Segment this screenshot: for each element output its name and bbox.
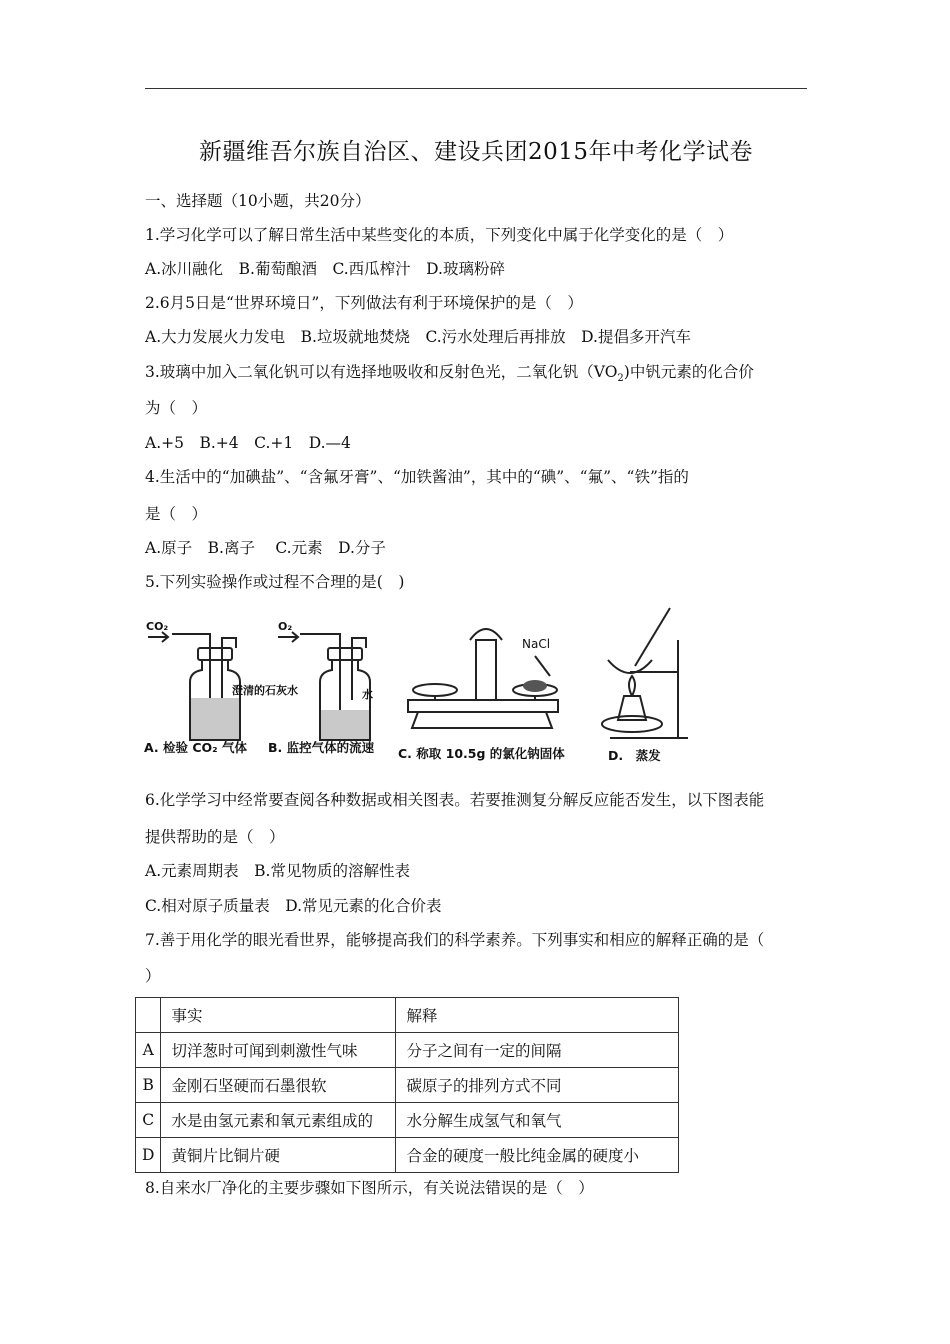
q3-options: A.+5 B.+4 C.+1 D.—4 bbox=[145, 434, 351, 452]
lamp-tray bbox=[602, 716, 662, 732]
row-label: D bbox=[136, 1138, 161, 1173]
table-row bbox=[136, 1033, 679, 1068]
stopper-a bbox=[198, 648, 232, 660]
lab-apparatus-figure bbox=[140, 600, 700, 770]
section-heading: 一、选择题（10小题，共20分） bbox=[145, 192, 371, 210]
gas-label-a: CO₂ bbox=[146, 620, 169, 633]
explanation-cell: 水分解生成氢气和氧气 bbox=[396, 1103, 679, 1138]
q1-stem: 1.学习化学可以了解日常生活中某些变化的本质，下列变化中属于化学变化的是（ ） bbox=[145, 226, 734, 244]
facts-table bbox=[135, 997, 679, 1173]
fact-cell: 黄铜片比铜片硬 bbox=[161, 1138, 396, 1173]
header-cell: 解释 bbox=[396, 998, 679, 1033]
row-label: C bbox=[136, 1103, 161, 1138]
lamp-flame bbox=[629, 676, 635, 696]
q4-options: A.原子 B.离子 C.元素 D.分子 bbox=[145, 539, 386, 557]
table-row bbox=[136, 1068, 679, 1103]
glass-rod bbox=[635, 608, 670, 666]
explanation-cell: 分子之间有一定的间隔 bbox=[396, 1033, 679, 1068]
liquid-label-a: 澄清的石灰水 bbox=[232, 684, 298, 697]
header-cell bbox=[136, 998, 161, 1033]
balance-beam bbox=[408, 700, 558, 712]
q2-options: A.大力发展火力发电 B.垃圾就地焚烧 C.污水处理后再排放 D.提倡多开汽车 bbox=[145, 328, 691, 346]
balance-pillar bbox=[476, 640, 496, 700]
q7-stem: 7.善于用化学的眼光看世界，能够提高我们的科学素养。下列事实和相应的解释正确的是（ bbox=[145, 931, 765, 949]
table-row bbox=[136, 1103, 679, 1138]
fact-cell: 金刚石坚硬而石墨很软 bbox=[161, 1068, 396, 1103]
caption-b: B. 监控气体的流速 bbox=[268, 740, 375, 755]
water-fill bbox=[321, 710, 369, 739]
explanation-cell: 合金的硬度一般比纯金属的硬度小 bbox=[396, 1138, 679, 1173]
gas-label-b: O₂ bbox=[278, 620, 293, 633]
fact-cell: 水是由氢元素和氧元素组成的 bbox=[161, 1103, 396, 1138]
header-rule bbox=[145, 88, 807, 89]
q3-stem-continued: 为（ ） bbox=[145, 399, 208, 417]
fact-cell: 切洋葱时可闻到刺激性气味 bbox=[161, 1033, 396, 1068]
balance-base bbox=[412, 712, 552, 728]
q6-stem-continued: 提供帮助的是（ ） bbox=[145, 828, 285, 846]
table-header-row bbox=[136, 998, 679, 1033]
stopper-b bbox=[328, 648, 362, 660]
balance-dial bbox=[470, 629, 502, 640]
table-row bbox=[136, 1138, 679, 1173]
q6-options-2: C.相对原子质量表 D.常见元素的化合价表 bbox=[145, 897, 442, 915]
q2-stem: 2.6月5日是“世界环境日”，下列做法有利于环境保护的是（ ） bbox=[145, 294, 583, 312]
balance-pan-left bbox=[413, 684, 457, 696]
limewater-fill bbox=[191, 698, 239, 739]
caption-d: D. 蒸发 bbox=[608, 748, 661, 763]
q4-stem-continued: 是（ ） bbox=[145, 505, 208, 523]
q3-stem: 3.玻璃中加入二氧化钒可以有选择地吸收和反射色光，二氧化钒$(VO_2)$中钒元素的化合价 bbox=[145, 363, 754, 385]
explanation-cell: 碳原子的排列方式不同 bbox=[396, 1068, 679, 1103]
q6-stem: 6.化学学习中经常要查阅各种数据或相关图表。若要推测复分解反应能否发生，以下图表能 bbox=[145, 791, 765, 809]
caption-a: A. 检验 CO₂ 气体 bbox=[144, 740, 247, 755]
nacl-pile bbox=[523, 680, 547, 692]
reagent-pointer bbox=[535, 656, 550, 676]
q7-stem-continued: ） bbox=[145, 967, 161, 985]
q4-stem: 4.生活中的“加碘盐”、“含氟牙膏”、“加铁酱油”，其中的“碘”、“氟”、“铁”指的 bbox=[145, 468, 689, 486]
q1-options: A.冰川融化 B.葡萄酿酒 C.西瓜榨汁 D.玻璃粉碎 bbox=[145, 260, 505, 278]
q5-stem: 5.下列实验操作或过程不合理的是( ) bbox=[145, 573, 405, 591]
header-cell: 事实 bbox=[161, 998, 396, 1033]
row-label: B bbox=[136, 1068, 161, 1103]
liquid-label-b: 水 bbox=[362, 688, 373, 701]
row-label: A bbox=[136, 1033, 161, 1068]
q6-options-1: A.元素周期表 B.常见物质的溶解性表 bbox=[145, 862, 410, 880]
q8-stem: 8.自来水厂净化的主要步骤如下图所示，有关说法错误的是（ ） bbox=[145, 1179, 594, 1197]
reagent-label: NaCl bbox=[522, 637, 551, 651]
exam-title: 新疆维吾尔族自治区、建设兵团2015年中考化学试卷 bbox=[198, 139, 754, 165]
caption-c: C. 称取 10.5g 的氯化钠固体 bbox=[398, 746, 565, 761]
